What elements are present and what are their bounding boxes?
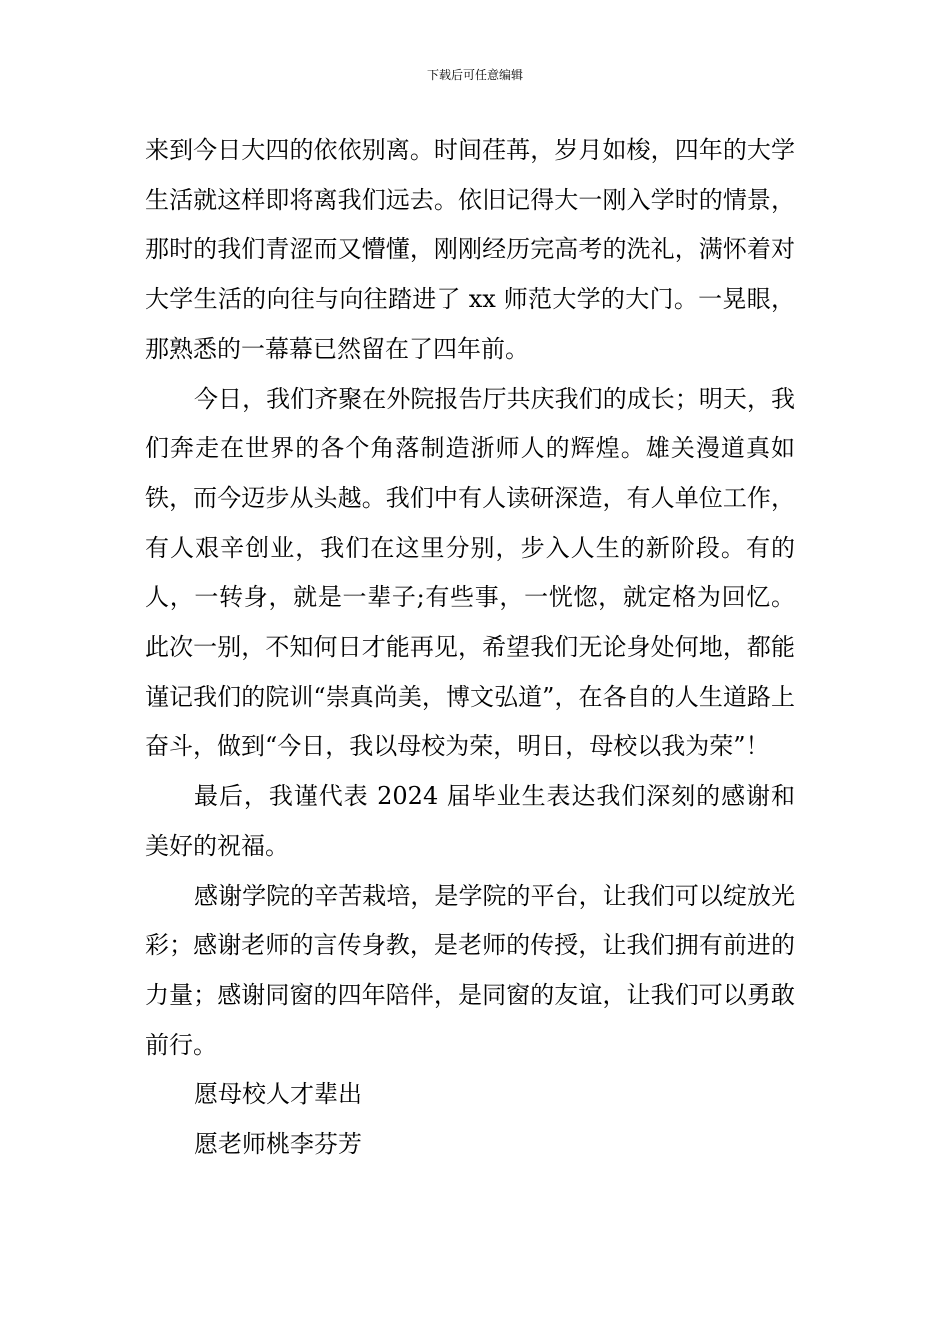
page-header-note: 下载后可任意编辑	[426, 68, 523, 82]
paragraph-farewell-gathering: 今日，我们齐聚在外院报告厅共庆我们的成长；明天，我们奔走在世界的各个角落制造浙师人的辉煌。雄关漫道真如铁，而今迈步从头越。我们中有人读研深造，有人单位工作，有人艰辛创业，我们在这里分别，步入人生的新阶段。有的人，一转身，就是一辈子;有些事，一恍惚，就定格为回忆。此次一别，不知何日才能再见，希望我们无论身处何地，都能谨记我们的院训“崇真尚美，博文弘道”，在各自的人生道路上奋斗，做到“今日，我以母校为荣，明日，母校以我为荣”！	[145, 384, 795, 761]
paragraph-gratitude: 感谢学院的辛苦栽培，是学院的平台，让我们可以绽放光彩；感谢老师的言传身教，是老师的传授，让我们拥有前进的力量；感谢同窗的四年陪伴，是同窗的友谊，让我们可以勇敢前行。	[145, 881, 795, 1059]
wish-line-teachers: 愿老师桃李芬芳	[194, 1130, 362, 1159]
document-body	[145, 126, 795, 1170]
paragraph-graduation-memories: 来到今日大四的依依别离。时间荏苒，岁月如梭，四年的大学生活就这样即将离我们远去。依旧记得大一刚入学时的情景，那时的我们青涩而又懵懂，刚刚经历完高考的洗礼，满怀着对大学生活的向往与向往踏进了 xx 师范大学的大门。一晃眼，那熟悉的一幕幕已然留在了四年前。	[145, 136, 795, 363]
wish-line-school: 愿母校人才辈出	[194, 1080, 362, 1109]
paragraph-thanks-intro: 最后，我谨代表 2024 届毕业生表达我们深刻的感谢和美好的祝福。	[145, 782, 795, 860]
